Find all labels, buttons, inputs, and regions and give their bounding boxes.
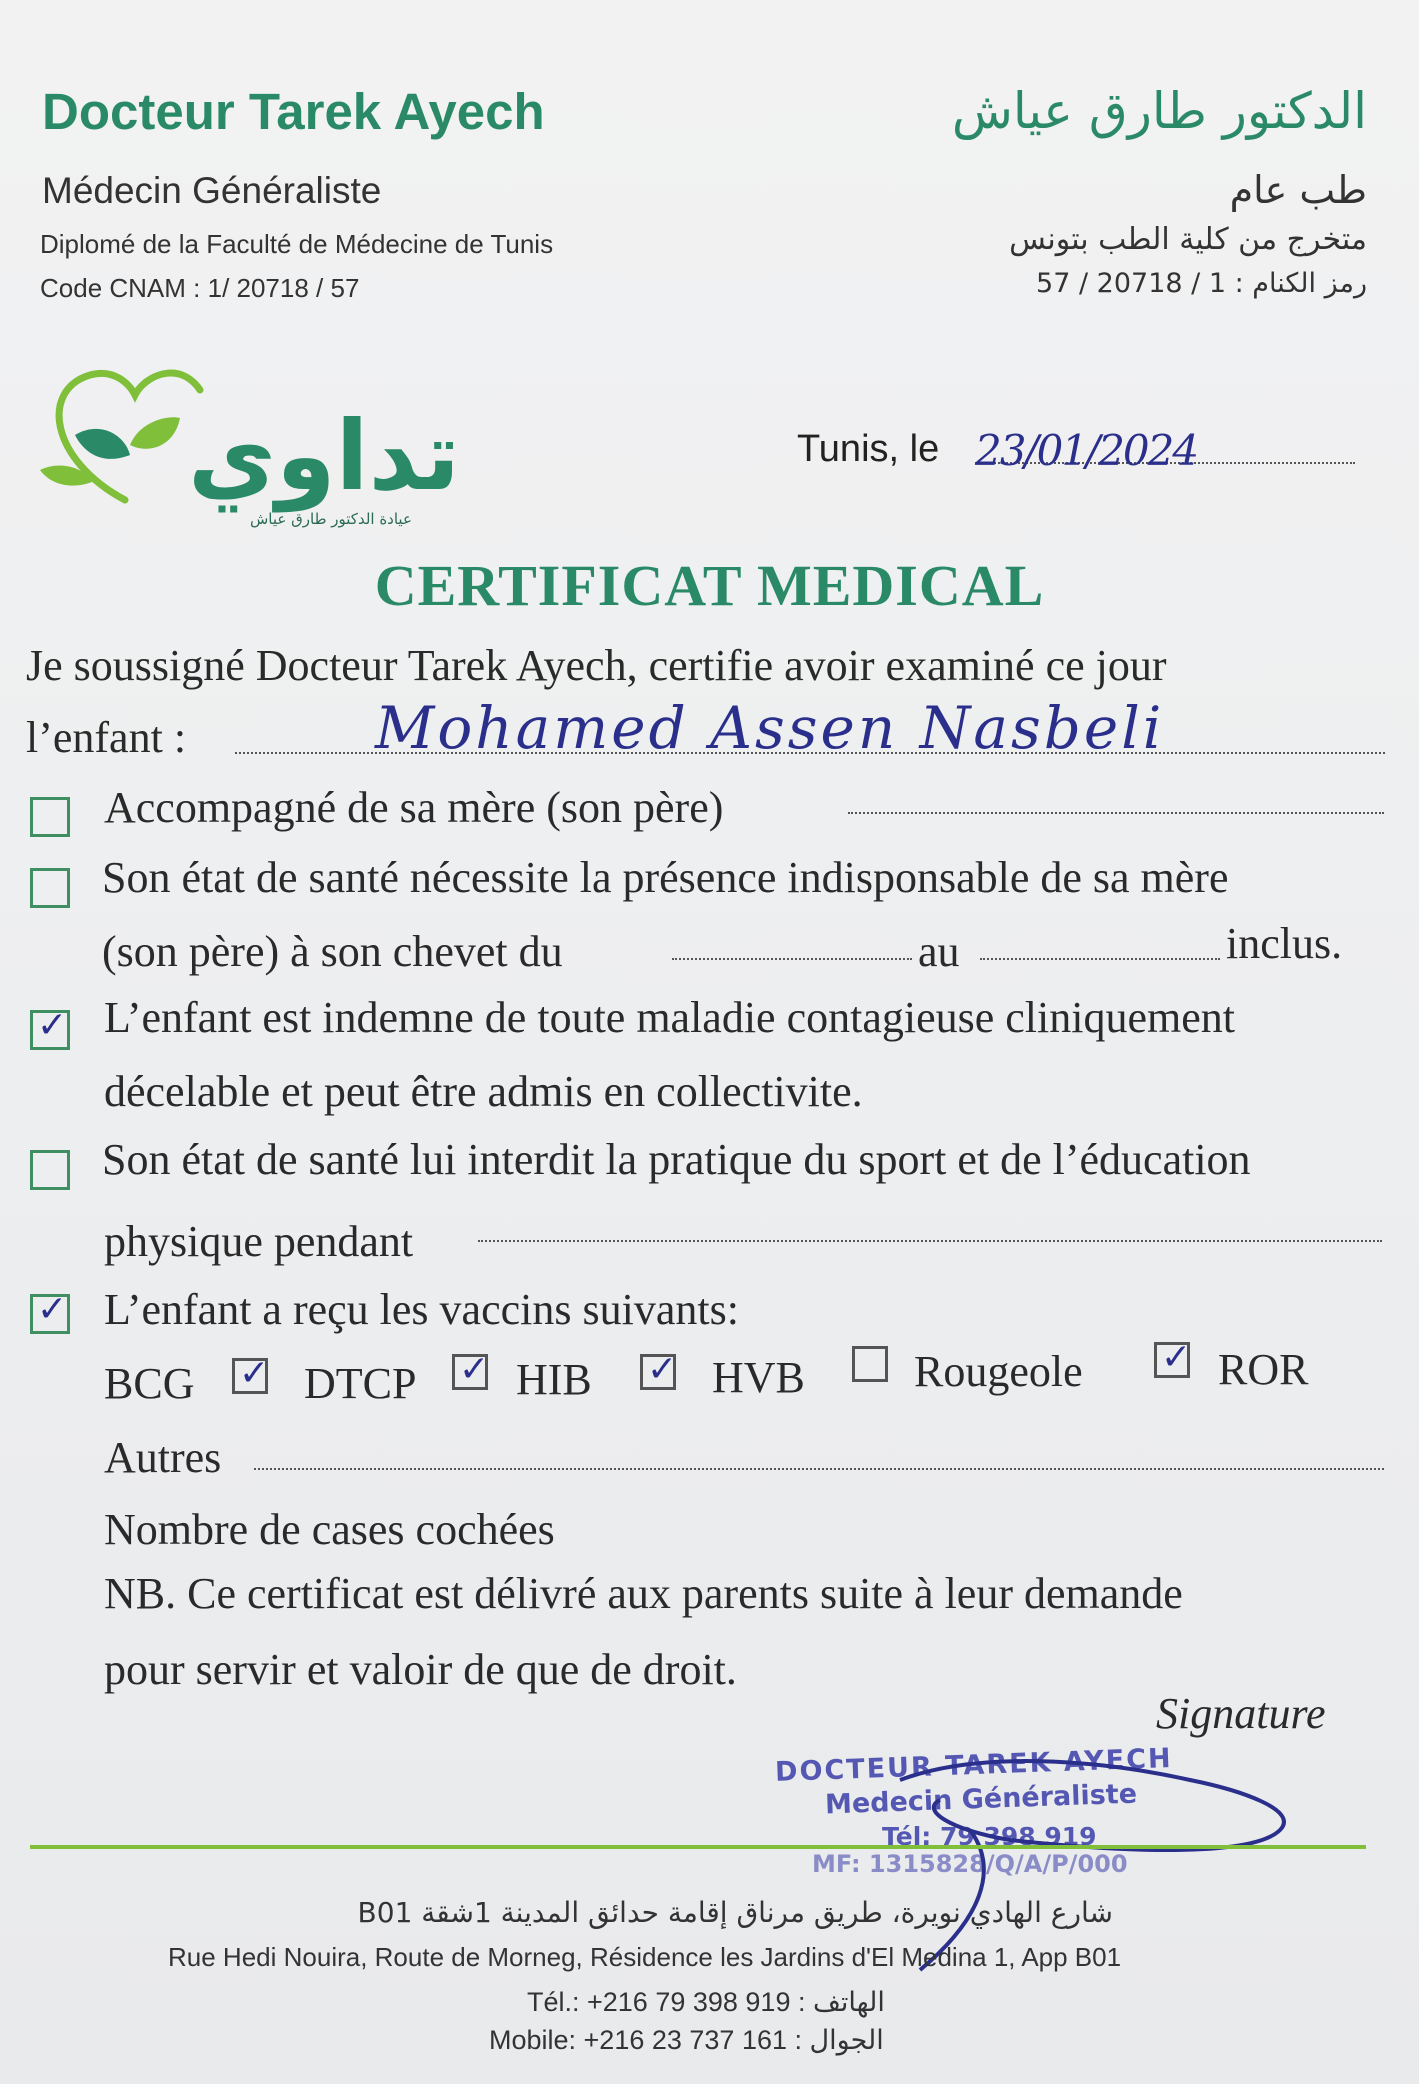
footer-address: Rue Hedi Nouira, Route de Morneg, Résidence les Jardins d'El Medina 1, App B01 [168, 1942, 1122, 1972]
opt-healthy-line2: décelable et peut être admis en collectivite. [104, 1067, 863, 1116]
footer-phone: Tél.: +216 79 398 919 : الهاتف [527, 1987, 885, 2017]
doctor-name-ar: الدكتور طارق عياش [951, 82, 1367, 140]
sport-duration-line [478, 1240, 1382, 1242]
vaccine-dtcp-label: DTCP [304, 1359, 417, 1408]
vaccine-hvb-label: HVB [712, 1353, 805, 1402]
vaccine-bcg-checkbox[interactable] [232, 1353, 270, 1394]
vaccine-dtcp-checkbox[interactable] [452, 1349, 490, 1390]
doctor-cnam-code: Code CNAM : 1/ 20718 / 57 [40, 273, 360, 303]
stamp-line-mf: MF: 1315828/Q/A/P/000 [812, 1850, 1128, 1878]
child-label: l’enfant : [26, 713, 187, 762]
doctor-name: Docteur Tarek Ayech [42, 83, 545, 140]
opt-accompanied-text: Accompagné de sa mère (son père) [104, 783, 724, 832]
opt-presence-line1: Son état de santé nécessite la présence indisponsable de sa mère [102, 853, 1229, 902]
vaccine-ror-label: ROR [1218, 1345, 1309, 1394]
stamp-line-doctor: DOCTEUR TAREK AYECH [774, 1743, 1174, 1788]
vaccine-hvb-checkbox[interactable] [852, 1346, 888, 1382]
opt-presence-line2: (son père) à son chevet du [102, 927, 563, 976]
certificate-title: CERTIFICAT MEDICAL [374, 553, 1045, 618]
nb-line1: NB. Ce certificat est délivré aux parents suite à leur demande [104, 1569, 1183, 1618]
presence-from-line [672, 958, 912, 960]
opt-sport-line1: Son état de santé lui interdit la pratique du sport et de l’éducation [102, 1135, 1251, 1184]
checkbox-no-sport[interactable] [30, 1150, 70, 1190]
autres-line [254, 1468, 1384, 1470]
vaccine-bcg-label: BCG [104, 1359, 195, 1408]
clinic-logo-text: تداوي [188, 400, 461, 512]
opt-sport-line2: physique pendant [104, 1217, 414, 1266]
checkbox-vaccines[interactable] [30, 1289, 70, 1334]
checkbox-no-contagious-disease[interactable] [30, 1005, 70, 1050]
date-label: Tunis, le [797, 428, 940, 470]
clinic-logo-subtitle: عيادة الدكتور طارق عياش [250, 510, 412, 528]
checkmark-icon: ✓ [647, 1349, 678, 1390]
doctor-cnam-code-ar: رمز الكنام : 1 / 20718 / 57 [1036, 268, 1367, 299]
stamp-line-specialty: Medecin Généraliste [824, 1778, 1138, 1821]
signature-scrawl-icon [860, 1700, 1310, 1980]
footer-mobile: Mobile: +216 23 737 161 : الجوال [489, 2025, 884, 2055]
checkbox-parent-presence[interactable] [30, 868, 70, 908]
vaccine-hib-label: HIB [516, 1355, 592, 1404]
doctor-specialty: Médecin Généraliste [42, 170, 382, 211]
checkmark-icon: ✓ [239, 1353, 270, 1394]
checkmark-icon: ✓ [459, 1349, 490, 1390]
opt-vaccines-text: L’enfant a reçu les vaccins suivants: [104, 1285, 739, 1334]
signature-label: Signature [1156, 1689, 1326, 1738]
vaccine-rougeole-label: Rougeole [914, 1347, 1083, 1396]
autres-label: Autres [104, 1433, 222, 1482]
nb-line2: pour servir et valoir de que de droit. [104, 1645, 737, 1694]
opt-presence-inclus: inclus. [1226, 919, 1343, 968]
checkbox-accompanied[interactable] [30, 797, 70, 837]
opt-presence-au: au [918, 927, 960, 976]
footer-divider [30, 1845, 1366, 1849]
intro-text: Je soussigné Docteur Tarek Ayech, certifie avoir examiné ce jour [26, 641, 1167, 690]
stamp-line-tel: Tél: 79 398 919 [882, 1822, 1097, 1851]
date-handwritten: 23/01/2024 [975, 426, 1198, 475]
presence-to-line [980, 958, 1220, 960]
doctor-diploma-ar: متخرج من كلية الطب بتونس [1009, 222, 1367, 257]
doctor-specialty-ar: طب عام [1229, 168, 1367, 212]
doctor-diploma: Diplomé de la Faculté de Médecine de Tunis [40, 229, 554, 259]
count-label: Nombre de cases cochées [104, 1505, 555, 1554]
footer-address-ar: شارع الهادي نويرة، طريق مرناق إقامة حدائق المدينة 1شقة B01 [357, 1896, 1113, 1929]
vaccine-rougeole-checkbox[interactable] [1154, 1337, 1192, 1378]
checkmark-icon: ✓ [1161, 1337, 1192, 1378]
child-name-handwritten: Mohamed Assen Nasbeli [375, 694, 1165, 762]
opt-accompanied-line [848, 812, 1384, 814]
checkmark-icon: ✓ [37, 1005, 68, 1046]
opt-healthy-line1: L’enfant est indemne de toute maladie contagieuse cliniquement [104, 993, 1235, 1042]
vaccine-hib-checkbox[interactable] [640, 1349, 678, 1390]
checkmark-icon: ✓ [37, 1289, 68, 1330]
